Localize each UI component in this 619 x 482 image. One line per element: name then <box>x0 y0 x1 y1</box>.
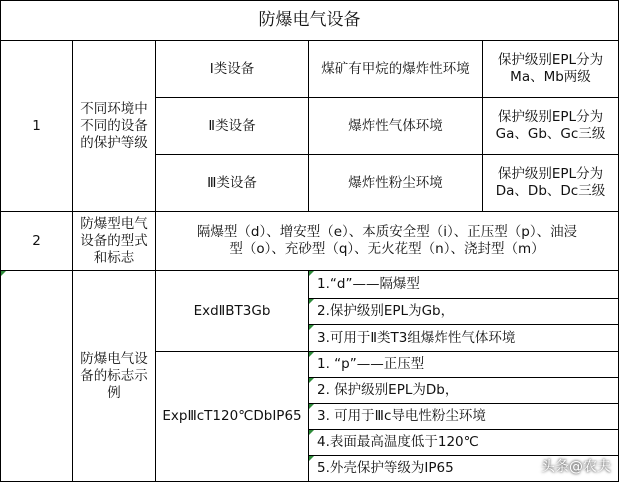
marking-note: 5.外壳保护等级为IP65 <box>317 460 454 476</box>
section-1-name: 不同环境中不同的设备的保护等级 <box>80 100 148 151</box>
protection-level-cell: 保护级别EPL分为Ga、Gb、Gc三级 <box>495 109 606 142</box>
watermark-text: 头条@农夫 <box>541 459 611 475</box>
section-2-name: 防爆型电气设备的型式和标志 <box>80 215 148 266</box>
marking-note: 4.表面最高温度低于120℃ <box>317 434 479 450</box>
marking-note: 2.保护级别EPL为Gb， <box>317 303 455 319</box>
environment-cell: 煤矿有甲烷的爆炸性环境 <box>321 60 470 77</box>
table-title: 防爆电气设备 <box>258 10 361 30</box>
watermark <box>541 456 611 476</box>
section-2-number: 2 <box>32 232 41 249</box>
marking-note: 1. “p”——正压型 <box>317 356 425 372</box>
section-3-number <box>1 271 72 481</box>
section-1-number: 1 <box>32 117 41 134</box>
environment-cell: 爆炸性粉尘环境 <box>348 174 443 191</box>
marking-note: 1.“d”——隔爆型 <box>317 276 420 292</box>
protection-types-line-2: 型（o）、充砂型（q）、无火花型（n）、浇封型（m） <box>229 241 545 257</box>
protection-level-cell: 保护级别EPL分为Ma、Mb两级 <box>497 52 604 85</box>
marking-note: 3.可用于Ⅱ类T3组爆炸性气体环境 <box>317 329 516 346</box>
marking-note: 2. 保护级别EPL为Db， <box>317 382 459 398</box>
protection-types-line-1: 隔爆型（d）、增安型（e）、本质安全型（i）、正压型（p）、油浸 <box>196 224 578 240</box>
category-cell: Ⅱ类设备 <box>208 117 256 134</box>
environment-cell: 爆炸性气体环境 <box>348 117 443 134</box>
marking-example-cell: ExpⅢcT120℃DbIP65 <box>162 408 302 424</box>
marking-example-cell: ExdⅡBT3Gb <box>193 302 271 319</box>
section-3-name: 防爆电气设备的标志示例 <box>80 350 148 401</box>
category-cell: Ⅰ类设备 <box>209 60 255 77</box>
protection-types-cell <box>156 212 618 270</box>
marking-note: 3. 可用于Ⅲc导电性粉尘环境 <box>317 408 486 424</box>
category-cell: Ⅲ类设备 <box>207 174 257 191</box>
protection-level-cell: 保护级别EPL分为Da、Db、Dc三级 <box>495 166 606 199</box>
